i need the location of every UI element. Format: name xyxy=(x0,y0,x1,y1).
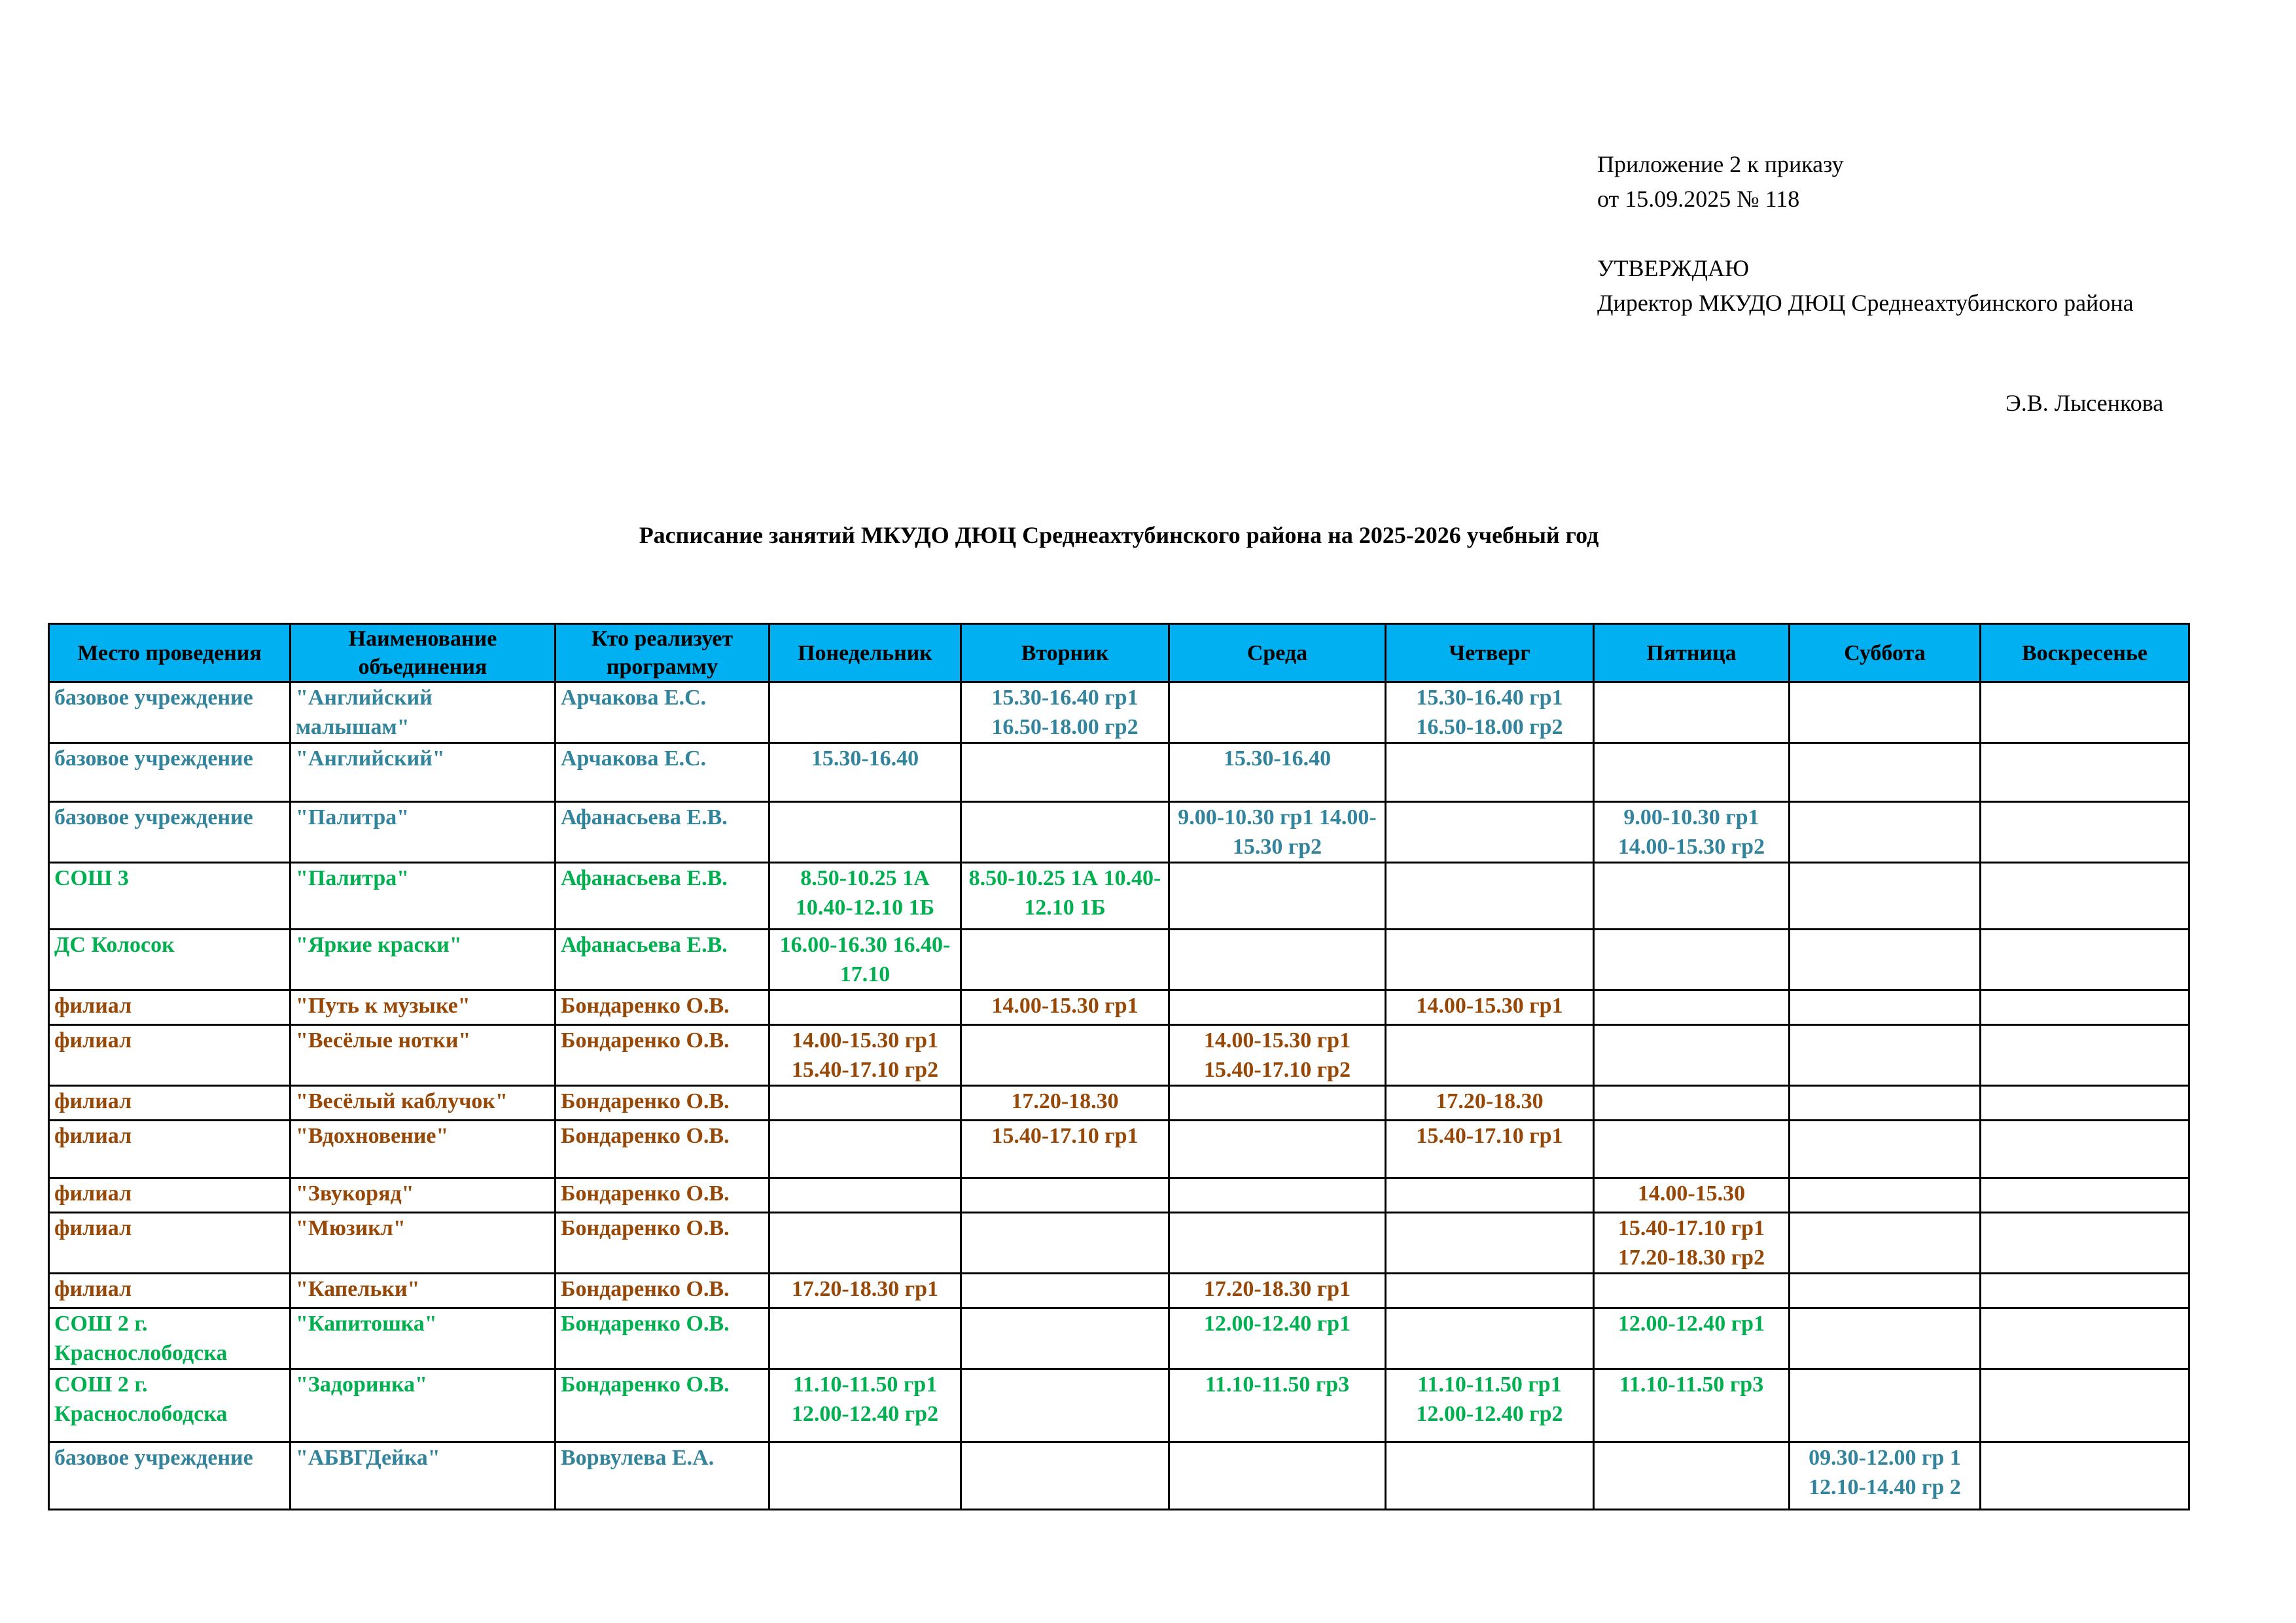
cell-thu xyxy=(1386,1178,1594,1213)
cell-mon xyxy=(769,1442,961,1510)
approval-header xyxy=(1597,147,2134,321)
cell-wed xyxy=(1169,1178,1386,1213)
cell-mon xyxy=(769,802,961,863)
cell-name: "АБВГДейка" xyxy=(291,1442,556,1510)
cell-tue xyxy=(961,1025,1169,1086)
cell-sun xyxy=(1981,1274,2189,1308)
cell-sat xyxy=(1790,990,1981,1025)
header-wed: Среда xyxy=(1169,624,1386,682)
cell-sun xyxy=(1981,1121,2189,1178)
cell-sun xyxy=(1981,1308,2189,1369)
cell-tue: 17.20-18.30 xyxy=(961,1086,1169,1121)
cell-mon xyxy=(769,1178,961,1213)
header-mon: Понедельник xyxy=(769,624,961,682)
table-row xyxy=(49,1121,2189,1178)
table-row xyxy=(49,743,2189,802)
cell-place: СОШ 3 xyxy=(49,863,291,930)
cell-fri xyxy=(1594,1025,1790,1086)
cell-sat xyxy=(1790,1121,1981,1178)
table-row xyxy=(49,1369,2189,1442)
cell-fri xyxy=(1594,1121,1790,1178)
cell-mon: 14.00-15.30 гр1 15.40-17.10 гр2 xyxy=(769,1025,961,1086)
cell-place: филиал xyxy=(49,1025,291,1086)
cell-mon xyxy=(769,1213,961,1274)
table-row xyxy=(49,1213,2189,1274)
cell-mon: 8.50-10.25 1А 10.40-12.10 1Б xyxy=(769,863,961,930)
cell-wed xyxy=(1169,1086,1386,1121)
cell-place: филиал xyxy=(49,1274,291,1308)
cell-teacher: Бондаренко О.В. xyxy=(556,1369,769,1442)
table-row xyxy=(49,863,2189,930)
cell-teacher: Бондаренко О.В. xyxy=(556,1308,769,1369)
cell-tue: 8.50-10.25 1А 10.40-12.10 1Б xyxy=(961,863,1169,930)
cell-sat xyxy=(1790,1178,1981,1213)
cell-sat xyxy=(1790,743,1981,802)
table-row xyxy=(49,802,2189,863)
header-sat: Суббота xyxy=(1790,624,1981,682)
header-fri: Пятница xyxy=(1594,624,1790,682)
cell-thu xyxy=(1386,1213,1594,1274)
cell-mon xyxy=(769,1308,961,1369)
cell-fri xyxy=(1594,743,1790,802)
cell-tue: 15.30-16.40 гр1 16.50-18.00 гр2 xyxy=(961,682,1169,743)
cell-thu xyxy=(1386,743,1594,802)
cell-wed xyxy=(1169,1213,1386,1274)
cell-wed xyxy=(1169,930,1386,990)
cell-teacher: Афанасьева Е.В. xyxy=(556,863,769,930)
cell-wed xyxy=(1169,1121,1386,1178)
cell-teacher: Бондаренко О.В. xyxy=(556,1025,769,1086)
cell-thu: 11.10-11.50 гр1 12.00-12.40 гр2 xyxy=(1386,1369,1594,1442)
cell-thu xyxy=(1386,930,1594,990)
cell-thu xyxy=(1386,1308,1594,1369)
cell-teacher: Бондаренко О.В. xyxy=(556,1178,769,1213)
cell-wed xyxy=(1169,863,1386,930)
cell-sat xyxy=(1790,1213,1981,1274)
cell-sun xyxy=(1981,682,2189,743)
cell-mon: 15.30-16.40 xyxy=(769,743,961,802)
header-teacher: Кто реализует программу xyxy=(556,624,769,682)
cell-place: базовое учреждение xyxy=(49,802,291,863)
cell-wed: 11.10-11.50 гр3 xyxy=(1169,1369,1386,1442)
approve-label: УТВЕРЖДАЮ xyxy=(1597,255,1750,281)
table-row xyxy=(49,1025,2189,1086)
cell-name: "Яркие краски" xyxy=(291,930,556,990)
cell-sat xyxy=(1790,1274,1981,1308)
cell-fri xyxy=(1594,863,1790,930)
cell-thu xyxy=(1386,1274,1594,1308)
cell-sat xyxy=(1790,1025,1981,1086)
cell-name: "Задоринка" xyxy=(291,1369,556,1442)
cell-wed xyxy=(1169,682,1386,743)
cell-sat: 09.30-12.00 гр 1 12.10-14.40 гр 2 xyxy=(1790,1442,1981,1510)
cell-thu xyxy=(1386,863,1594,930)
cell-name: "Весёлый каблучок" xyxy=(291,1086,556,1121)
cell-teacher: Бондаренко О.В. xyxy=(556,990,769,1025)
cell-fri: 11.10-11.50 гр3 xyxy=(1594,1369,1790,1442)
cell-sun xyxy=(1981,990,2189,1025)
document-title: Расписание занятий МКУДО ДЮЦ Среднеахтубинского района на 2025-2026 учебный год xyxy=(639,522,1599,548)
cell-teacher: Ворвулева Е.А. xyxy=(556,1442,769,1510)
cell-thu xyxy=(1386,1025,1594,1086)
cell-place: СОШ 2 г. Краснослободска xyxy=(49,1369,291,1442)
cell-name: "Путь к музыке" xyxy=(291,990,556,1025)
cell-name: "Палитра" xyxy=(291,863,556,930)
header-place: Место проведения xyxy=(49,624,291,682)
cell-wed: 17.20-18.30 гр1 xyxy=(1169,1274,1386,1308)
cell-tue: 14.00-15.30 гр1 xyxy=(961,990,1169,1025)
cell-sat xyxy=(1790,1086,1981,1121)
cell-teacher: Арчакова Е.С. xyxy=(556,682,769,743)
schedule-body xyxy=(49,682,2189,1510)
cell-wed: 14.00-15.30 гр1 15.40-17.10 гр2 xyxy=(1169,1025,1386,1086)
cell-wed: 15.30-16.40 xyxy=(1169,743,1386,802)
cell-sun xyxy=(1981,1025,2189,1086)
cell-fri xyxy=(1594,990,1790,1025)
cell-place: филиал xyxy=(49,1178,291,1213)
cell-mon xyxy=(769,1121,961,1178)
cell-teacher: Афанасьева Е.В. xyxy=(556,930,769,990)
cell-sun xyxy=(1981,1442,2189,1510)
header-tue: Вторник xyxy=(961,624,1169,682)
cell-mon: 16.00-16.30 16.40-17.10 xyxy=(769,930,961,990)
table-row xyxy=(49,1274,2189,1308)
cell-fri xyxy=(1594,1086,1790,1121)
cell-sun xyxy=(1981,1369,2189,1442)
cell-thu: 17.20-18.30 xyxy=(1386,1086,1594,1121)
cell-place: ДС Колосок xyxy=(49,930,291,990)
cell-sat xyxy=(1790,1369,1981,1442)
cell-name: "Мюзикл" xyxy=(291,1213,556,1274)
cell-sat xyxy=(1790,802,1981,863)
cell-mon xyxy=(769,990,961,1025)
table-row xyxy=(49,1442,2189,1510)
cell-thu: 15.30-16.40 гр1 16.50-18.00 гр2 xyxy=(1386,682,1594,743)
cell-teacher: Бондаренко О.В. xyxy=(556,1213,769,1274)
cell-place: филиал xyxy=(49,1121,291,1178)
cell-place: СОШ 2 г. Краснослободска xyxy=(49,1308,291,1369)
cell-sun xyxy=(1981,1178,2189,1213)
cell-sun xyxy=(1981,930,2189,990)
cell-tue xyxy=(961,1178,1169,1213)
cell-place: филиал xyxy=(49,990,291,1025)
table-row xyxy=(49,682,2189,743)
cell-tue xyxy=(961,802,1169,863)
cell-fri xyxy=(1594,1442,1790,1510)
header-thu: Четверг xyxy=(1386,624,1594,682)
cell-teacher: Арчакова Е.С. xyxy=(556,743,769,802)
cell-thu xyxy=(1386,1442,1594,1510)
cell-mon: 17.20-18.30 гр1 xyxy=(769,1274,961,1308)
cell-tue xyxy=(961,1369,1169,1442)
cell-thu: 15.40-17.10 гр1 xyxy=(1386,1121,1594,1178)
cell-name: "Английский" xyxy=(291,743,556,802)
cell-name: "Английский малышам" xyxy=(291,682,556,743)
cell-name: "Капитошка" xyxy=(291,1308,556,1369)
cell-sun xyxy=(1981,743,2189,802)
appendix-line-1: Приложение 2 к приказу xyxy=(1597,151,1844,177)
cell-sat xyxy=(1790,930,1981,990)
cell-mon xyxy=(769,682,961,743)
table-row xyxy=(49,1178,2189,1213)
cell-name: "Капельки" xyxy=(291,1274,556,1308)
header-name: Наименование объединения xyxy=(291,624,556,682)
table-row xyxy=(49,1086,2189,1121)
cell-tue xyxy=(961,1274,1169,1308)
cell-teacher: Афанасьева Е.В. xyxy=(556,802,769,863)
cell-teacher: Бондаренко О.В. xyxy=(556,1086,769,1121)
director-name: Э.В. Лысенкова xyxy=(2005,390,2164,416)
cell-thu xyxy=(1386,802,1594,863)
cell-fri: 9.00-10.30 гр1 14.00-15.30 гр2 xyxy=(1594,802,1790,863)
cell-wed xyxy=(1169,1442,1386,1510)
cell-place: базовое учреждение xyxy=(49,1442,291,1510)
cell-fri xyxy=(1594,682,1790,743)
cell-tue xyxy=(961,930,1169,990)
cell-teacher: Бондаренко О.В. xyxy=(556,1274,769,1308)
cell-place: филиал xyxy=(49,1213,291,1274)
cell-mon xyxy=(769,1086,961,1121)
cell-sun xyxy=(1981,802,2189,863)
cell-sun xyxy=(1981,1086,2189,1121)
cell-name: "Палитра" xyxy=(291,802,556,863)
appendix-line-2: от 15.09.2025 № 118 xyxy=(1597,186,1800,212)
cell-teacher: Бондаренко О.В. xyxy=(556,1121,769,1178)
cell-place: базовое учреждение xyxy=(49,682,291,743)
cell-fri: 15.40-17.10 гр1 17.20-18.30 гр2 xyxy=(1594,1213,1790,1274)
schedule-table xyxy=(48,623,2190,1510)
cell-sun xyxy=(1981,1213,2189,1274)
table-row xyxy=(49,990,2189,1025)
table-header-row xyxy=(49,624,2189,682)
cell-sat xyxy=(1790,1308,1981,1369)
cell-wed: 9.00-10.30 гр1 14.00-15.30 гр2 xyxy=(1169,802,1386,863)
cell-tue xyxy=(961,1308,1169,1369)
cell-name: "Весёлые нотки" xyxy=(291,1025,556,1086)
cell-place: базовое учреждение xyxy=(49,743,291,802)
cell-place: филиал xyxy=(49,1086,291,1121)
cell-tue xyxy=(961,1442,1169,1510)
cell-tue xyxy=(961,743,1169,802)
director-title: Директор МКУДО ДЮЦ Среднеахтубинского района xyxy=(1597,290,2134,316)
header-sun: Воскресенье xyxy=(1981,624,2189,682)
cell-fri xyxy=(1594,1274,1790,1308)
cell-fri: 14.00-15.30 xyxy=(1594,1178,1790,1213)
cell-name: "Вдохновение" xyxy=(291,1121,556,1178)
cell-mon: 11.10-11.50 гр1 12.00-12.40 гр2 xyxy=(769,1369,961,1442)
cell-fri xyxy=(1594,930,1790,990)
cell-thu: 14.00-15.30 гр1 xyxy=(1386,990,1594,1025)
table-row xyxy=(49,1308,2189,1369)
cell-wed: 12.00-12.40 гр1 xyxy=(1169,1308,1386,1369)
cell-tue xyxy=(961,1213,1169,1274)
cell-tue: 15.40-17.10 гр1 xyxy=(961,1121,1169,1178)
cell-sun xyxy=(1981,863,2189,930)
cell-sat xyxy=(1790,682,1981,743)
table-row xyxy=(49,930,2189,990)
cell-sat xyxy=(1790,863,1981,930)
cell-wed xyxy=(1169,990,1386,1025)
cell-fri: 12.00-12.40 гр1 xyxy=(1594,1308,1790,1369)
cell-name: "Звукоряд" xyxy=(291,1178,556,1213)
